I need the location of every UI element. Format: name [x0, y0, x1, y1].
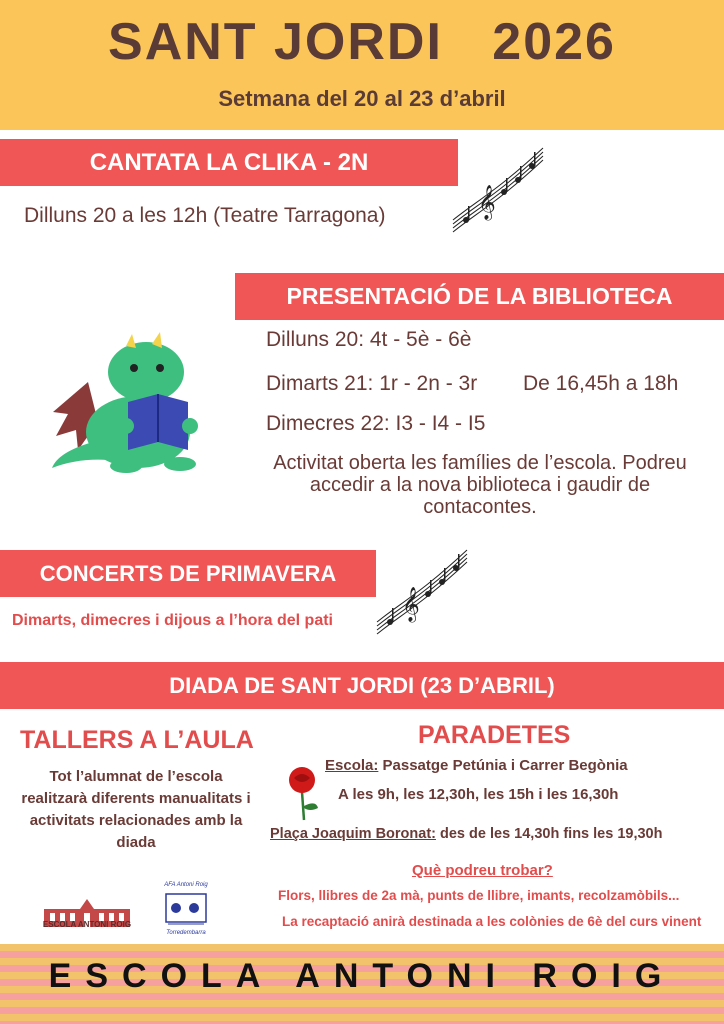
school-logo [40, 888, 134, 938]
rose-icon [282, 766, 322, 822]
concerts-text: Dimarts, dimecres i dijous a l’hora del pati [12, 612, 333, 629]
section-title-biblioteca: PRESENTACIÓ DE LA BIBLIOTECA [235, 273, 724, 320]
biblioteca-day-3: Dimecres 22: I3 - I4 - I5 [266, 412, 486, 435]
escola-label: Escola: [325, 757, 379, 774]
que-title: Què podreu trobar? [412, 862, 553, 879]
placa-label: Plaça Joaquim Boronat: [270, 826, 436, 842]
escola-place: Passatge Petúnia i Carrer Begònia [378, 757, 628, 774]
footer-school-name: ESCOLA ANTONI ROIG [48, 957, 676, 995]
page-title: SANT JORDI 2026 [108, 13, 616, 71]
biblioteca-day-1: Dilluns 20: 4t - 5è - 6è [266, 328, 472, 351]
section-title-diada: DIADA DE SANT JORDI (23 D’ABRIL) [0, 662, 724, 709]
paradetes-escola [325, 757, 628, 774]
paradetes-escola-hours: A les 9h, les 12,30h, les 15h i les 16,30h [338, 786, 619, 803]
biblioteca-note: Activitat oberta les famílies de l’escola. Podreu accedir a la nova biblioteca i gaudir de contacontes. [273, 452, 687, 518]
afa-logo-sub: Torredembarra [166, 930, 206, 936]
section-title-cantata: CANTATA LA CLIKA - 2N [0, 139, 458, 186]
page-subtitle: Setmana del 20 al 23 d’abril [218, 86, 506, 111]
paradetes-placa [270, 826, 662, 842]
biblioteca-day-2: Dimarts 21: 1r - 2n - 3r [266, 372, 478, 395]
cantata-text: Dilluns 20 a les 12h (Teatre Tarragona) [24, 204, 386, 227]
que-items: Flors, llibres de 2a mà, punts de llibre, imants, recolzamòbils... [278, 888, 680, 903]
tallers-title: TALLERS A L’AULA [20, 726, 254, 754]
music-notes-icon [372, 542, 472, 638]
music-notes-icon [448, 140, 548, 236]
section-title-concerts: CONCERTS DE PRIMAVERA [0, 550, 376, 597]
biblioteca-hours: De 16,45h a 18h [523, 372, 679, 395]
svg-text:𝄞: 𝄞 [402, 587, 420, 622]
paradetes-title: PARADETES [418, 721, 571, 749]
tallers-text: Tot l’alumnat de l’escola realitzarà diferents manualitats i activitats relacionades amb la diada [21, 768, 251, 851]
placa-hours: des de les 14,30h fins les 19,30h [435, 826, 663, 842]
que-note: La recaptació anirà destinada a les colònies de 6è del curs vinent [282, 914, 702, 929]
svg-text:𝄞: 𝄞 [478, 185, 496, 220]
afa-logo-label: AFA Antoni Roig [164, 882, 208, 888]
dragon-reading-icon [48, 332, 208, 474]
school-logo-label: ESCOLA ANTONI ROIG [42, 920, 132, 929]
